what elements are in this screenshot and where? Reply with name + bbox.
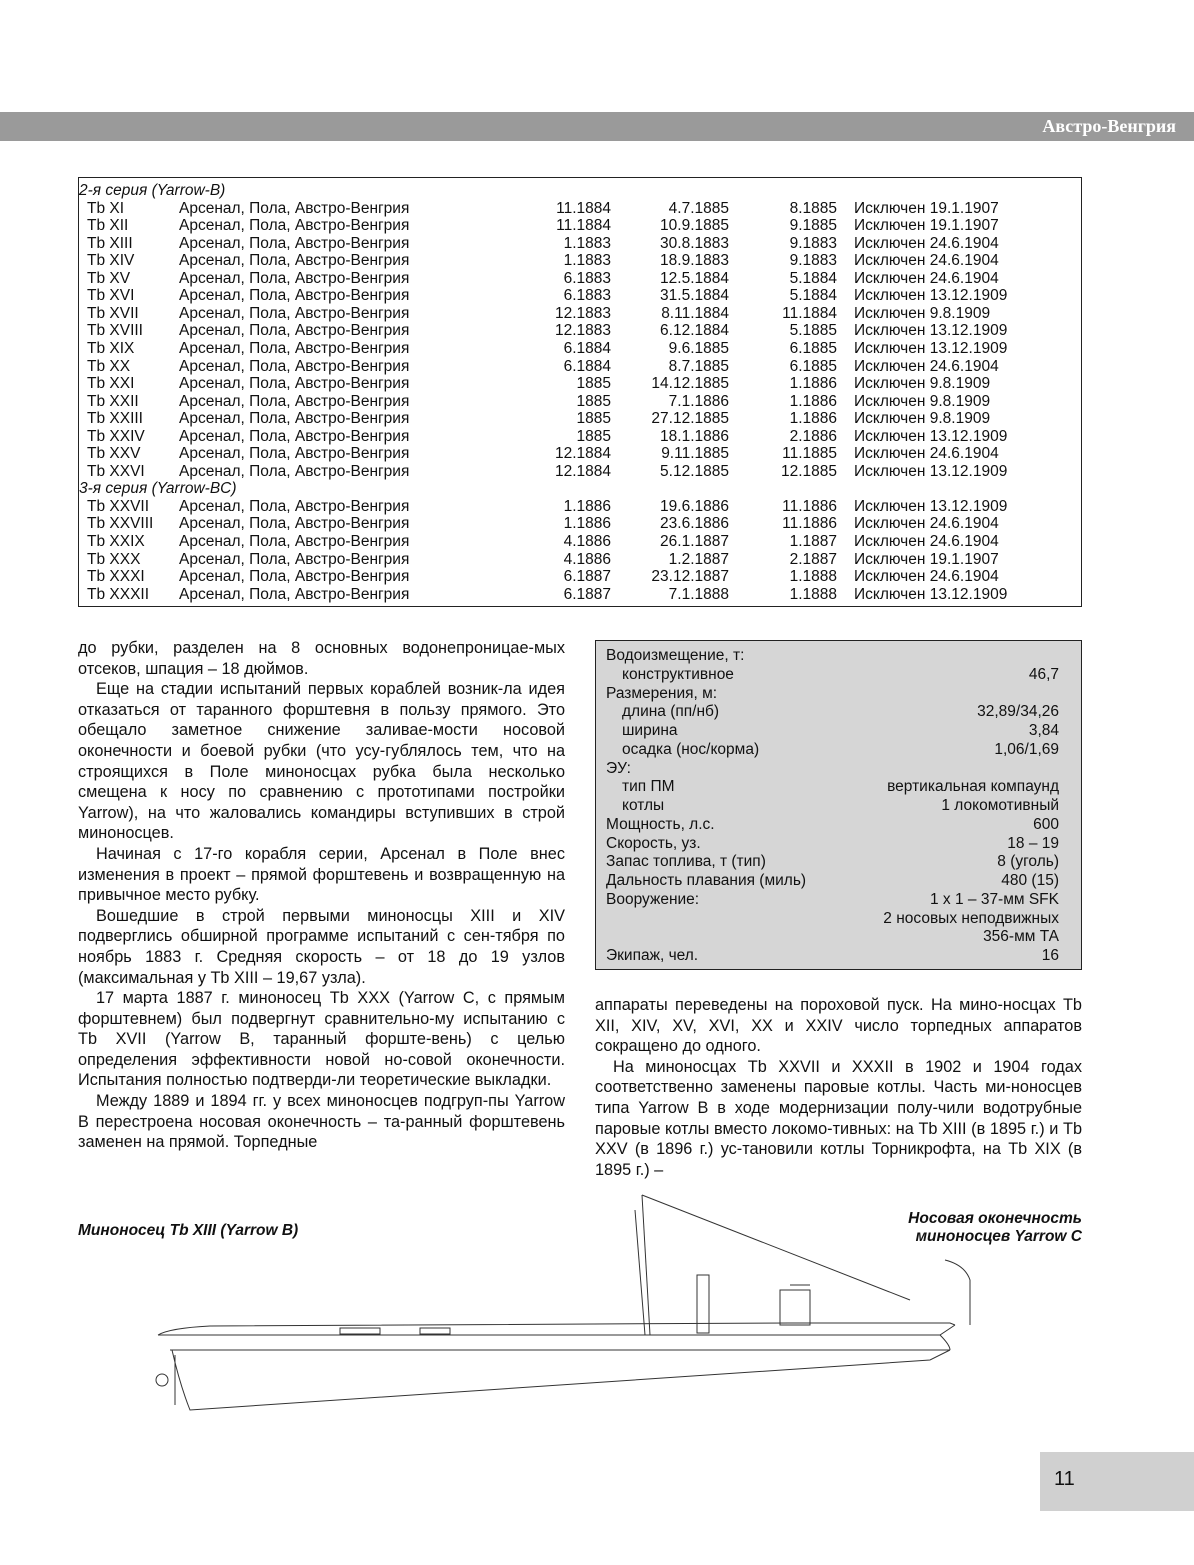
table-cell: Арсенал, Пола, Австро-Венгрия: [179, 445, 410, 463]
table-cell: Арсенал, Пола, Австро-Венгрия: [179, 568, 410, 586]
table-cell: Исключен 9.8.1909: [854, 304, 991, 322]
table-cell: Tb XXI: [87, 375, 135, 393]
table-row: [79, 533, 1081, 551]
table-row: [79, 217, 1081, 235]
table-cell: Исключен 24.6.1904: [854, 445, 999, 463]
hull-deck-line: [158, 1325, 955, 1335]
spec-label: Вооружение:: [606, 891, 700, 908]
paragraph: Вошедшие в строй первыми миноносцы XIII и XIV подверглись обширной программе испытаний с сен-тября по ноябрь 1883 г. Средняя скорость – от 18 до 19 узлов (максимальная у Tb XIII – 19,67 узла).: [78, 906, 565, 987]
spec-label: ширина: [622, 722, 678, 739]
table-cell: 5.12.1885: [660, 462, 729, 480]
table-cell: 4.7.1885: [668, 199, 729, 217]
spec-label: Запас топлива, т (тип): [606, 853, 766, 870]
table-cell: 12.1885: [780, 462, 837, 480]
table-cell: Исключен 13.12.1909: [854, 497, 1008, 515]
spec-label: ЭУ:: [606, 760, 631, 777]
table-cell: 10.9.1885: [660, 217, 729, 235]
table-cell: Арсенал, Пола, Австро-Венгрия: [179, 339, 410, 357]
table-cell: 12.5.1884: [660, 269, 729, 287]
table-cell: 1.2.1887: [668, 550, 729, 568]
caption-line: миноносцев Yarrow C: [915, 1228, 1082, 1245]
table-cell: 4.1886: [563, 550, 611, 568]
table-cell: 1.1886: [563, 497, 611, 515]
table-cell: 6.1884: [563, 357, 611, 375]
table-cell: Арсенал, Пола, Австро-Венгрия: [179, 410, 410, 428]
table-cell: Исключен 9.8.1909: [854, 392, 991, 410]
table-cell: Исключен 9.8.1909: [854, 375, 991, 393]
table-row: [79, 200, 1081, 218]
spec-label: тип ПМ: [622, 778, 675, 795]
propeller-icon: [156, 1374, 168, 1386]
spec-label: Скорость, уз.: [606, 835, 701, 852]
paragraph: аппараты переведены на пороховой пуск. На мино-носцах Tb XII, XIV, XV, XVI, XX и XXIV число торпедных аппаратов сокращено до одного.: [595, 996, 1082, 1056]
table-cell: Tb XXV: [87, 445, 141, 463]
spec-value: 356-мм ТА: [983, 928, 1059, 945]
table-cell: Исключен 24.6.1904: [854, 357, 999, 375]
series-label: 3-я серия (Yarrow-BC): [79, 480, 237, 498]
table-cell: 1.1888: [789, 585, 837, 603]
table-cell: Tb XXIII: [87, 410, 143, 428]
spec-value: 2 носовых неподвижных: [883, 910, 1059, 927]
table-cell: Исключен 24.6.1904: [854, 568, 999, 586]
spec-value: 46,7: [1028, 666, 1059, 683]
table-cell: Исключен 13.12.1909: [854, 427, 1008, 445]
table-cell: 18.9.1883: [660, 252, 729, 270]
table-cell: Исключен 19.1.1907: [854, 550, 999, 568]
ship-drawing: [150, 1190, 980, 1420]
table-cell: Исключен 9.8.1909: [854, 410, 991, 428]
paragraph: 17 марта 1887 г. миноносец Tb XXX (Yarrow C, с прямым форштевнем) был подвергнут сравнительно-му испытанию с Tb XVII (Yarrow B, таранный форште-вень) с целью определения эффективности новой но-совой оконечности. Испытания полностью подтверди-ли теоретические выкладки.: [78, 989, 565, 1090]
table-cell: Tb XXIV: [87, 427, 145, 445]
table-cell: Tb XVIII: [87, 322, 143, 340]
table-cell: Арсенал, Пола, Австро-Венгрия: [179, 217, 410, 235]
table-cell: 1885: [576, 392, 611, 410]
figure-caption-ship: Миноносец Tb XIII (Yarrow B): [78, 1222, 299, 1239]
table-cell: Tb XIII: [87, 234, 133, 252]
table-cell: Исключен 24.6.1904: [854, 269, 999, 287]
table-cell: 18.1.1886: [660, 427, 729, 445]
table-cell: 1.1886: [789, 410, 837, 428]
spec-value: 8 (уголь): [997, 853, 1059, 870]
table-cell: 12.1884: [554, 445, 611, 463]
table-cell: 9.1883: [789, 252, 837, 270]
table-cell: 9.6.1885: [668, 339, 729, 357]
spec-value: 16: [1041, 947, 1059, 964]
spec-value: 32,89/34,26: [977, 703, 1059, 720]
spec-value: 1,06/1,69: [994, 741, 1059, 758]
table-cell: 5.1884: [789, 287, 837, 305]
table-cell: Исключен 13.12.1909: [854, 462, 1008, 480]
table-cell: Tb XX: [87, 357, 131, 375]
ship-table: [78, 177, 1082, 607]
table-row: [79, 393, 1081, 411]
table-cell: 30.8.1883: [660, 234, 729, 252]
spec-label: конструктивное: [622, 666, 734, 683]
table-cell: Арсенал, Пола, Австро-Венгрия: [179, 322, 410, 340]
table-cell: 8.7.1885: [668, 357, 729, 375]
table-row: [79, 586, 1081, 604]
table-cell: 7.1.1888: [668, 585, 729, 603]
hull-bottom: [172, 1350, 950, 1410]
paragraph: Еще на стадии испытаний первых кораблей возник-ла идея отказаться от таранного форштевня в пользу прямого. Это обещало заметное снижение заливае-мости носовой оконечности и боевой рубки (что усу-гублялось тем, что на строящихся в Поле миноносцах рубка была несколько смещена к носу по сравнению с прототипами постройки Yarrow), на что жаловались командиры вступивших в строй миноносцев.: [78, 680, 565, 843]
series-label: 2-я серия (Yarrow-B): [79, 182, 226, 199]
section-title: Австро-Венгрия: [1042, 116, 1176, 136]
table-cell: 31.5.1884: [660, 287, 729, 305]
table-cell: 7.1.1886: [668, 392, 729, 410]
table-cell: Исключен 24.6.1904: [854, 234, 999, 252]
mast-stay: [642, 1195, 910, 1300]
table-cell: 23.6.1886: [660, 515, 729, 533]
table-cell: Tb XXXI: [87, 568, 145, 586]
spec-label: Мощность, л.с.: [606, 816, 715, 833]
table-cell: 1885: [576, 427, 611, 445]
table-row: [79, 410, 1081, 428]
table-row: [79, 270, 1081, 288]
table-cell: Tb XVI: [87, 287, 135, 305]
table-cell: 1885: [576, 375, 611, 393]
table-cell: 2.1886: [789, 427, 837, 445]
spec-label: длина (пп/нб): [622, 703, 720, 720]
table-cell: 12.1884: [554, 462, 611, 480]
table-cell: Tb XVII: [87, 304, 139, 322]
table-cell: 6.1885: [789, 357, 837, 375]
table-cell: 9.11.1885: [661, 445, 729, 463]
right-text-column: [595, 995, 1082, 1180]
table-row: [79, 445, 1081, 463]
table-cell: Tb XXVII: [87, 497, 150, 515]
table-cell: 12.1883: [554, 322, 611, 340]
spec-value: 1 локомотивный: [941, 797, 1059, 814]
table-row: [79, 358, 1081, 376]
table-row: [79, 287, 1081, 305]
table-cell: 8.11.1884: [661, 304, 729, 322]
table-cell: Tb XIV: [87, 252, 135, 270]
table-row: [79, 235, 1081, 253]
table-cell: 1.1886: [789, 392, 837, 410]
table-cell: 4.1886: [563, 533, 611, 550]
table-cell: Арсенал, Пола, Австро-Венгрия: [179, 392, 410, 410]
table-cell: 19.6.1886: [660, 497, 729, 515]
paragraph: Начиная с 17-го корабля серии, Арсенал в Поле внес изменения в проект – прямой форштевень и возвращенную на привычное место рубку.: [78, 844, 565, 905]
table-cell: Исключен 19.1.1907: [854, 217, 999, 235]
table-cell: 5.1884: [789, 269, 837, 287]
table-cell: Арсенал, Пола, Австро-Венгрия: [179, 462, 410, 480]
spec-value: 3,84: [1028, 722, 1059, 739]
table-cell: Tb XV: [87, 269, 131, 287]
table-cell: Исключен 24.6.1904: [854, 252, 999, 270]
deckhouse: [420, 1328, 450, 1334]
table-cell: Исключен 13.12.1909: [854, 287, 1008, 305]
table-cell: Арсенал, Пола, Австро-Венгрия: [179, 252, 410, 270]
table-cell: 26.1.1887: [660, 533, 729, 550]
table-cell: 6.1887: [563, 568, 611, 586]
table-cell: Арсенал, Пола, Австро-Венгрия: [179, 357, 410, 375]
table-cell: 6.12.1884: [660, 322, 729, 340]
table-cell: Арсенал, Пола, Австро-Венгрия: [179, 585, 410, 603]
spec-value: 1 x 1 – 37-мм SFK: [929, 891, 1059, 908]
table-row: [79, 515, 1081, 533]
spec-label: Размерения, м:: [606, 685, 718, 702]
table-cell: 9.1883: [789, 234, 837, 252]
left-text-column: [78, 638, 565, 1153]
table-cell: 6.1884: [563, 339, 611, 357]
table-cell: 1.1887: [789, 533, 837, 550]
spec-label: котлы: [622, 797, 665, 814]
table-cell: Tb XIX: [87, 339, 135, 357]
table-cell: 1.1886: [563, 515, 611, 533]
spec-value: вертикальная компаунд: [887, 778, 1059, 795]
table-cell: 1.1886: [789, 375, 837, 393]
table-cell: 12.1883: [554, 304, 611, 322]
paragraph: до рубки, разделен на 8 основных водонепроницае-мых отсеков, шпация – 18 дюймов.: [78, 639, 565, 678]
table-cell: 11.1886: [782, 497, 837, 515]
table-cell: 1.1883: [563, 252, 611, 270]
table-cell: Tb XXVI: [87, 462, 145, 480]
table-cell: 23.12.1887: [651, 568, 729, 586]
table-cell: 5.1885: [789, 322, 837, 340]
section-header-bar: [0, 112, 1194, 141]
caption-line: Носовая оконечность: [908, 1210, 1082, 1227]
table-cell: 2.1887: [789, 550, 837, 568]
funnel: [697, 1275, 709, 1333]
table-cell: Tb XXIX: [87, 533, 145, 550]
table-row: [79, 551, 1081, 569]
spec-value: 18 – 19: [1007, 835, 1059, 852]
table-cell: 6.1885: [789, 339, 837, 357]
table-cell: Tb XXVIII: [87, 515, 154, 533]
table-cell: Арсенал, Пола, Австро-Венгрия: [179, 304, 410, 322]
table-cell: Исключен 13.12.1909: [854, 585, 1008, 603]
spec-label: Дальность плавания (миль): [606, 872, 807, 889]
table-cell: 6.1883: [563, 269, 611, 287]
conning-tower: [780, 1290, 810, 1325]
spec-label: Экипаж, чел.: [606, 947, 699, 964]
bow-line: [940, 1335, 950, 1350]
table-row: [79, 375, 1081, 393]
hull-upper: [158, 1323, 955, 1335]
table-row: [79, 340, 1081, 358]
specifications-box: [595, 640, 1082, 970]
table-cell: Арсенал, Пола, Австро-Венгрия: [179, 375, 410, 393]
table-cell: Исключен 24.6.1904: [854, 515, 999, 533]
table-cell: 11.1884: [556, 199, 611, 217]
table-cell: 14.12.1885: [651, 375, 729, 393]
table-cell: Арсенал, Пола, Австро-Венгрия: [179, 269, 410, 287]
table-row: [79, 305, 1081, 323]
table-cell: 1.1888: [789, 568, 837, 586]
paragraph: На миноносцах Tb XXVII и XXXII в 1902 и 1904 годах соответственно заменены паровые котлы. Часть ми-ноносцев типа Yarrow B в ходе модернизации полу-чили водотрубные паровые котлы вместо локомо-тивных: на Tb XIII (в 1895 г.) и Tb XXV (в 1896 г.) ус-тановили котлы Торникрофта, на Tb XIX (в 1895 г.) –: [595, 1057, 1082, 1179]
table-cell: 1.1883: [563, 234, 611, 252]
spec-label: осадка (нос/корма): [622, 741, 760, 758]
table-cell: 1885: [576, 410, 611, 428]
table-row: [79, 428, 1081, 446]
spec-label: Водоизмещение, т:: [606, 647, 745, 664]
table-cell: Арсенал, Пола, Австро-Венгрия: [179, 550, 410, 568]
table-cell: 11.1885: [782, 445, 837, 463]
table-cell: Исключен 19.1.1907: [854, 199, 999, 217]
table-row: [79, 322, 1081, 340]
table-cell: Tb XII: [87, 217, 129, 235]
table-cell: Арсенал, Пола, Австро-Венгрия: [179, 533, 410, 550]
spec-value: 480 (15): [1001, 872, 1059, 889]
table-cell: Арсенал, Пола, Австро-Венгрия: [179, 199, 410, 217]
table-cell: 6.1883: [563, 287, 611, 305]
table-cell: 11.1884: [782, 304, 837, 322]
table-row: [79, 568, 1081, 586]
table-cell: Арсенал, Пола, Австро-Венгрия: [179, 234, 410, 252]
page-number: 11: [1054, 1468, 1075, 1490]
bow-detail: [945, 1260, 970, 1325]
table-row: [79, 252, 1081, 270]
table-cell: Арсенал, Пола, Австро-Венгрия: [179, 287, 410, 305]
table-cell: Арсенал, Пола, Австро-Венгрия: [179, 497, 410, 515]
table-cell: Исключен 24.6.1904: [854, 533, 999, 550]
table-cell: Tb XXX: [87, 550, 141, 568]
table-cell: 11.1886: [782, 515, 837, 533]
table-cell: 11.1884: [556, 217, 611, 235]
table-row: [79, 463, 1081, 481]
table-cell: Арсенал, Пола, Австро-Венгрия: [179, 515, 410, 533]
page-number-box: [1040, 1452, 1194, 1511]
table-row: [79, 498, 1081, 516]
table-cell: Исключен 13.12.1909: [854, 322, 1008, 340]
table-cell: Tb XXII: [87, 392, 139, 410]
spec-value: 600: [1033, 816, 1059, 833]
paragraph: Между 1889 и 1894 гг. у всех миноносцев подгруп-пы Yarrow B перестроена носовая оконечность – та-ранный форштевень заменен на прямой. Торпедные: [78, 1092, 565, 1152]
table-cell: Арсенал, Пола, Австро-Венгрия: [179, 427, 410, 445]
table-cell: Исключен 13.12.1909: [854, 339, 1008, 357]
table-cell: 6.1887: [563, 585, 611, 603]
table-cell: Tb XI: [87, 199, 125, 217]
table-cell: Tb XXXII: [87, 585, 150, 603]
table-cell: 27.12.1885: [651, 410, 729, 428]
table-cell: 9.1885: [789, 217, 837, 235]
table-cell: 8.1885: [789, 199, 837, 217]
deckhouse: [340, 1328, 380, 1334]
